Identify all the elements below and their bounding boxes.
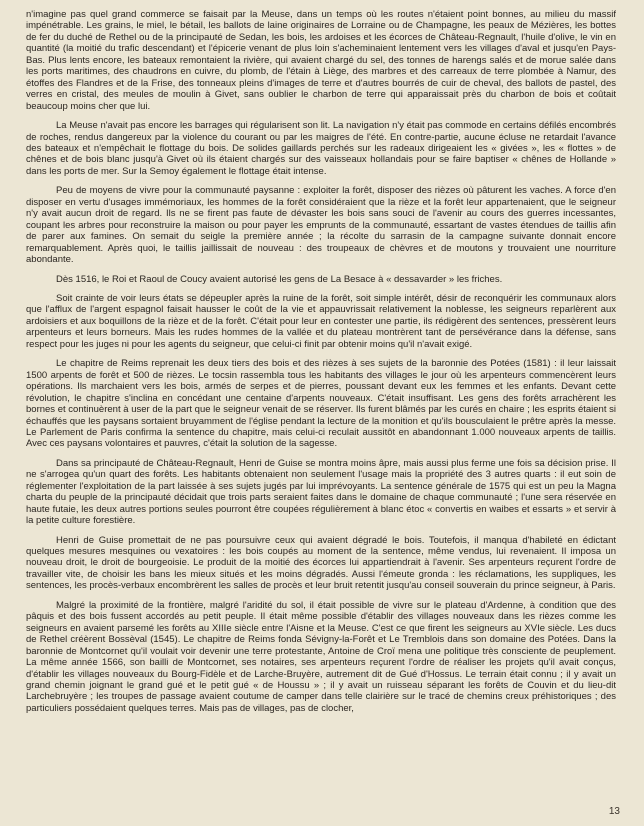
paragraph-7: Dans sa principauté de Château-Regnault, Henri de Guise se montra moins âpre, mais aussi plus ferme une fois sa décision prise. Il ne s'arrogea qu'un quart des forêts. Les habitants obtenaient non seulement l'usage mais la propriété des 3 autres quarts : il eut soin de réglementer l'exploitation de la part laissée à ses sujets jugés par lui imprévoyants. La sentence générale de 1575 qui est un peu la Magna charta du peuple de la principauté décidait que trois parts seraient faites dans le domaine de chaque communauté ; l'une sera réservée en haute futaie, les deux autres portions seules pourront être coupées régulièrement à blanc étoc « convertis en waibes et essarts » et servir à la petite culture forestière. [26, 457, 616, 527]
paragraph-8: Henri de Guise promettait de ne pas poursuivre ceux qui avaient dégradé le bois. Toutefois, il manqua d'habileté en édictant quelques mesures mesquines ou vexatoires : les bois coupés au moment de la sentence, même vendus, lui revenaient. Il imposa un nouveau droit, le droit de bourgeoisie. Le produit de la moitié des écorces lui appartiendrait à l'avenir. Ses arpenteurs reçurent l'ordre de travailler vite, de choisir les bans les mieux situés et les moins dégradés. Aussi l'émeute gronda : les réclamations, les suppliques, les sentences, les procès-verbaux encombrèrent les salles de procès et leur bruit retentit jusqu'au conseil souverain du prince seigneur, à Paris. [26, 534, 616, 592]
paragraph-2: La Meuse n'avait pas encore les barrages qui régularisent son lit. La navigation n'y était pas commode en certains défilés encombrés de roches, rendus dangereux par la violence du courant ou par les maigres de l'été. En contre-partie, aucune écluse ne retardait l'avance des bateaux et n'empêchait le flottage du bois. De solides gaillards perchés sur les radeaux dirigeaient les « givées », les « flottes » de chênes et de bois blanc jusqu'à Givet où ils étaient chargés sur des vaisseaux hollandais pour se faire baptiser « chênes de Hollande » dans les ports de mer. Sur la Semoy également le flottage était intense. [26, 120, 616, 177]
paragraph-4: Dès 1516, le Roi et Raoul de Coucy avaient autorisé les gens de La Besace à « dessavarder » les friches. [56, 273, 503, 285]
paragraph-1: n'imagine pas quel grand commerce se faisait par la Meuse, dans un temps où les routes n'étaient point bonnes, au milieu du massif impénétrable. Les grains, le miel, le bétail, les ballots de laine originaires de Lorraine ou de Champagne, les peaux de Mézières, les bottes de fer du duché de Rethel ou de la principauté de Sedan, les bois, les ardoises et les écorces de Château-Regnault, l'huile d'olive, le vin en quantité (la moitié du trafic descendant) et l'épicerie venant de plus loin s'acheminaient lentement vers les villages d'aval et jusqu'en Pays-Bas. Plus lents encore, les bateaux remontaient la rivière, qui avaient chargé du sel, des tonnes de harengs salés et de morue salée dans les ports maritimes, des chaudrons en cuivre, du plomb, de l'étain à Liège, des marbres et des carreaux de terre plombée à Namur, des étoffes des Flandres et de la Frise, des tonneaux pleins d'images de terre et d'autres bourrés de cuir de cheval, des ballots de pastel, des verres en cristal, des meules de moulin à Givet, sans oublier le charbon de terre qui apparaissait près du charbon de bois et coûtait beaucoup moins cher que lui. [26, 9, 616, 112]
paragraph-9: Malgré la proximité de la frontière, malgré l'aridité du sol, il était possible de vivre sur le plateau d'Ardenne, à condition que des pâquis et des bois fussent accordés au petit peuple. Il était même possible d'établir des villages nouveaux dans les rièzes comme les seigneurs en avaient parsemé les forêts au XIIIe siècle entre l'Aisne et la Meuse. C'est ce que firent les seigneurs au XVIe siècle. Les ducs de Rethel créèrent Bossèval (1545). Le chapitre de Reims fonda Sévigny-la-Forêt et Le Tremblois dans son domaine des Potées. Dans la baronnie de Montcornet qu'il voulait voir devenir une terre protestante, Antoine de Croï mena une politique très consciente de peuplement. La même année 1566, son bailli de Montcornet, ses notaires, ses arpenteurs reçurent l'ordre de réaliser les projets qu'il avait conçus, d'établir les villages nouveaux du Bourg-Fidèle et de Larche-Bruyère, autrement dit de Gué d'Hossus. Le terrain était connu ; il y avait un grand chemin joignant le grand gué et le petit gué « de Houssu » ; il y avait un ruisseau séparant les forêts de Couvin et du lieu-dit Larchebruyère ; les troupes de passage avaient coutume de camper dans telle clairière sur le tracé de chemins creux préhistoriques ; des particuliers possédaient quelques terres. Mais pas de villages, pas de clocher, [26, 599, 616, 714]
document-page [26, 9, 616, 817]
paragraph-3: Peu de moyens de vivre pour la communauté paysanne : exploiter la forêt, disposer des rièzes où pâturent les vaches. A force d'en disposer en vertu d'usages immémoriaux, les hommes de la forêt considéraient que la rièze et la forêt leur appartenaient, que le seigneur n'y avait aucun droit de regard. Ils ne se firent pas faute de dévaster les bois sans souci de l'avenir au cours des guerres incessantes, coupant les arbres pour reconstruire la maison ou pour payer les emprunts de la communauté, essartant de vastes étendues de taillis afin de parer aux famines. On semait du seigle la première année ; la récolte du sarrasin de la campagne suivante donnait encore remarquablement. Après quoi, le taillis jaillissait de nouveau : des troupeaux de chèvres et de moutons y trouvaient une nourriture abondante. [26, 185, 616, 266]
page-number: 13 [608, 806, 620, 817]
paragraph-6: Le chapitre de Reims reprenait les deux tiers des bois et des rièzes à ses sujets de la baronnie des Potées (1581) : il leur laissait 1500 arpents de forêt et 500 de rièzes. Le tocsin rassembla tous les habitants des villages le jour où les arpenteurs commencèrent leurs opérations. Ils marchaient vers les bois, armés de serpes et de pierres, poussant devant eux les femmes et les enfants. Devant cette révolution, le chapitre s'inclina en concédant une centaine d'arpents nouveaux. C'était insuffisant. Les gens des forêts arrachèrent les bornes et continuèrent à user de la part que le seigneur venait de se réserver. Ils furent blâmés par les curés en chaire ; les esprits étaient si échauffés que les paysans sortaient bruyamment de l'église pendant la lecture de la monition et qu'ils bousculaient le prêtre après la messe. Le Parlement de Paris confirma la sentence du chapitre, mais celui-ci reculait aussitôt en abandonnant 1.000 nouveaux arpents de taillis. Avec ces paysans volontaires et pauvres, c'était la solution de la sagesse. [26, 358, 616, 450]
paragraph-5: Soit crainte de voir leurs états se dépeupler après la ruine de la forêt, soit simple intérêt, désir de reconquérir les communaux alors que l'afflux de l'argent espagnol faisait hausser le coût de la vie et appauvrissait relativement la noblesse, les seigneurs reparlèrent aux ardoisiers et aux boquillons de la rièze et de la forêt. C'était pour leur en contester une partie, ils rédigèrent des sentences, pressèrent leurs arpenteurs et leurs borneurs. Mais les rudes hommes de la vallée et du plateau montrèrent tant de persévérance dans la défense, sans respect pour les juges ni pour les agents du seigneur, que celui-ci finit par obtenir moins qu'il n'avait exigé. [26, 292, 616, 350]
